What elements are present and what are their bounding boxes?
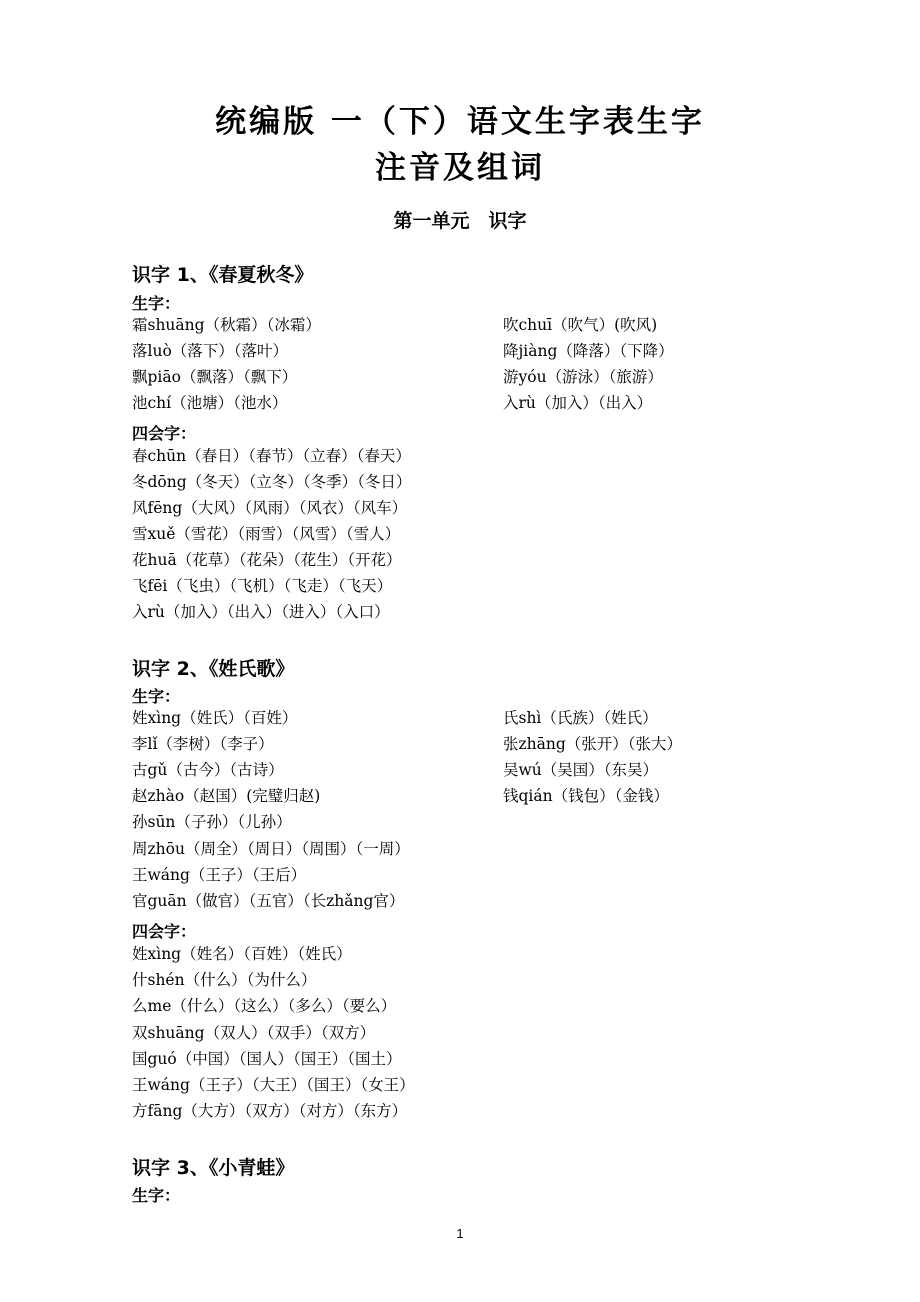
lesson1-sheng-right-2: 降jiàng（降落）（下降） [503,342,674,360]
lesson2-sihui-5: 国guó（中国）（国人）（国王）（国土） [132,1050,402,1068]
lesson1-sihui-1: 春chūn（春日）（春节）（立春）（春天） [132,447,411,465]
lesson1-sheng-left-3: 飘piāo（飘落）（飘下） [132,368,298,386]
lesson2-sihui-6: 王wáng（王子）（大王）（国王）（女王） [132,1076,415,1094]
lesson1-title: 识字 1、《春夏秋冬》 [132,264,314,286]
lesson1-sihui-7: 入rù（加入）（出入）（进入）（入口） [132,603,390,621]
lesson1-sheng-right-1: 吹chuī（吹气）(吹风) [503,316,658,334]
lesson1-sihui-5: 花huā（花草）（花朵）（花生）（开花） [132,551,402,569]
lesson1-sihui-4: 雪xuě（雪花）（雨雪）（风雪）（雪人） [132,525,401,543]
lesson2-sihui-7: 方fāng（大方）（双方）（对方）（东方） [132,1102,408,1120]
lesson1-sheng-left-4: 池chí（池塘）（池水） [132,394,288,412]
doc-title-line1: 统编版 一（下）语文生字表生字 [215,104,705,140]
lesson2-sheng-left-1: 姓xìng（姓氏）（百姓） [132,709,298,727]
lesson3-title: 识字 3、《小青蛙》 [132,1157,295,1179]
lesson2-sheng-right-2: 张zhāng（张开）（张大） [503,735,683,753]
lesson2-sheng-left-2: 李lǐ（李树）（李子） [132,735,274,753]
lesson1-sheng-label: 生字： [132,294,181,313]
lesson2-sheng-left-6: 周zhōu（周全）（周日）（周围）（一周） [132,840,410,858]
lesson1-sihui-label: 四会字： [132,424,197,443]
doc-title-line2: 注音及组词 [375,150,545,186]
lesson1-sihui-6: 飞fēi（飞虫）（飞机）（飞走）（飞天） [132,577,393,595]
lesson1-sheng-left-1: 霜shuāng（秋霜）（冰霜） [132,316,321,334]
lesson1-sihui-2: 冬dōng（冬天）（立冬）（冬季）（冬日） [132,473,412,491]
lesson2-title: 识字 2、《姓氏歌》 [132,658,295,680]
lesson2-sheng-left-7: 王wáng（王子）（王后） [132,866,307,884]
page-number: 1 [456,1226,464,1241]
lesson2-sheng-left-3: 古gǔ（古今）（古诗） [132,761,284,779]
lesson2-sihui-1: 姓xìng（姓名）（百姓）（姓氏） [132,945,352,963]
lesson2-sihui-3: 么me（什么）（这么）（多么）（要么） [132,997,397,1015]
lesson2-sheng-left-4: 赵zhào（赵国）(完璧归赵) [132,787,321,805]
lesson2-sihui-label: 四会字： [132,922,197,941]
unit-heading: 第一单元 识字 [393,210,527,232]
lesson1-sheng-right-3: 游yóu（游泳）（旅游） [503,368,663,386]
lesson2-sheng-left-8: 官guān（做官）（五官）（长zhǎng官） [132,892,405,910]
lesson2-sihui-4: 双shuāng（双人）（双手）（双方） [132,1024,376,1042]
lesson2-sheng-right-1: 氏shì（氏族）（姓氏） [503,709,658,727]
lesson3-sheng-label: 生字： [132,1186,181,1205]
lesson2-sheng-right-3: 吴wú（吴国）（东吴） [503,761,659,779]
lesson2-sheng-left-5: 孙sūn（子孙）（儿孙） [132,813,292,831]
lesson2-sheng-label: 生字： [132,687,181,706]
lesson2-sheng-right-4: 钱qián（钱包）（金钱） [503,787,669,805]
lesson1-sheng-left-2: 落luò（落下）（落叶） [132,342,289,360]
lesson1-sheng-right-4: 入rù（加入）（出入） [503,394,653,412]
lesson1-sihui-3: 风fēng（大风）（风雨）（风衣）（风车） [132,499,408,517]
lesson2-sihui-2: 什shén（什么）（为什么） [132,971,317,989]
